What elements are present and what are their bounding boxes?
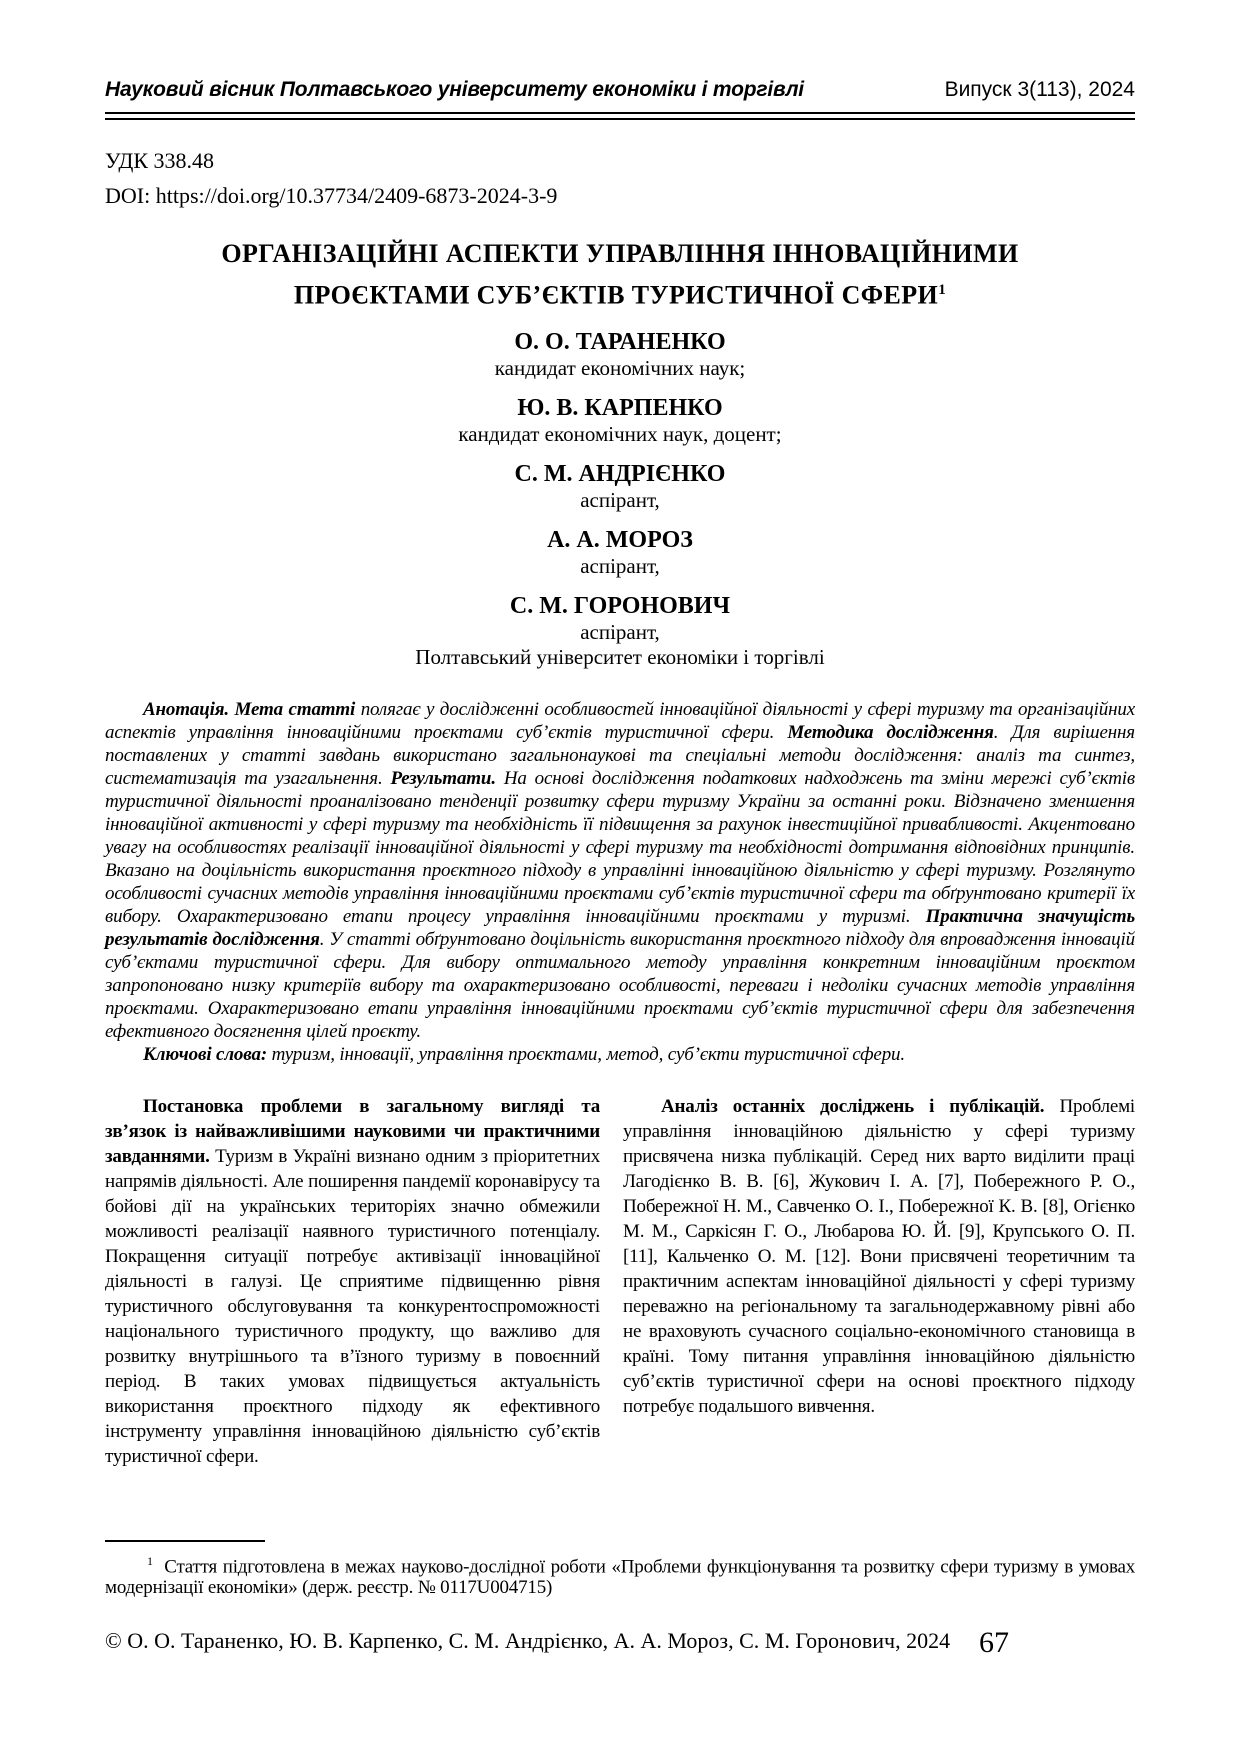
literature-review-paragraph: Аналіз останніх досліджень і публікацій. Проблемі управління інноваційною діяльністю у сфері туризму присвячена низка публікацій. Серед них варто виділити праці Лагодієнко В. В. [6], Жукович І. А. [7], Побережного Р. О., Побережної Н. М., Савченко О. І., Побережної К. В. [8], Огієнко М. М., Саркісян Г. О., Любарова Ю. Й. [9], Крупського О. П. [11], Кальченко О. М. [12]. Вони присвячені теоретичним та практичним аспектам інноваційної діяльності у сфері туризму переважно на регіональному та загальнодержавному рівні або не враховують сучасного соціально-економічного становища в країні. Тому питання управління інноваційною діяльністю суб’єктів туристичної сфери на основі проєктного підходу потребує подальшого вивчення. xyxy=(623,1095,1135,1417)
author-role: аспірант, xyxy=(580,553,660,578)
right-column xyxy=(623,1094,1135,1469)
doi-label: DOI: https://doi.org/10.37734/2409-6873-2024-3-9 xyxy=(105,183,558,208)
footnote-mark: 1 xyxy=(147,1554,153,1568)
article-title-line2: ПРОЄКТАМИ СУБ’ЄКТІВ ТУРИСТИЧНОЇ СФЕРИ xyxy=(293,280,939,310)
left-column xyxy=(105,1094,600,1469)
footnote-text xyxy=(105,1551,1135,1598)
header-double-rule xyxy=(105,112,1135,120)
copyright-line: © О. О. Тараненко, Ю. В. Карпенко, С. М. Андрієнко, А. А. Мороз, С. М. Горонович, 2024 xyxy=(105,1628,951,1653)
title-footnote-mark: 1 xyxy=(938,282,947,298)
abstract-section xyxy=(105,698,1135,1066)
author-role: аспірант, xyxy=(580,619,660,644)
author-role: аспірант, xyxy=(580,487,660,512)
keywords-paragraph: Ключові слова: туризм, інновації, управління проєктами, метод, суб’єкти туристичної сфери. xyxy=(143,1043,905,1065)
author-name: О. О. ТАРАНЕНКО xyxy=(514,328,726,355)
footnote-separator xyxy=(105,1540,265,1542)
author-name: С. М. ГОРОНОВИЧ xyxy=(509,592,731,619)
udc-label: УДК 338.48 xyxy=(105,148,215,173)
problem-statement-paragraph: Постановка проблеми в загальному вигляді та зв’язок із найважливішими науковими чи практичними завданнями. Туризм в Україні визнано одним з пріоритетних напрямів діяльності. Але поширення пандемії коронавірусу та бойові дії на українських територіях значно обмежили можливості реалізації наявного туристичного потенціалу. Покращення ситуації потребує активізації інноваційної діяльності в галузі. Це сприятиме підвищенню рівня туристичного обслуговування та конкурентоспроможності національного туристичного продукту, що важливо для розвитку внутрішнього та в’їзного туризму в повоєнний період. В таких умовах підвищується актуальність використання проєктного підходу як ефективного інструменту управління інноваційною діяльністю суб’єктів туристичної сфери. xyxy=(105,1095,601,1467)
page-number: 67 xyxy=(979,1626,1009,1659)
author-name: А. А. МОРОЗ xyxy=(547,526,693,553)
affiliation: Полтавський університет економіки і торгівлі xyxy=(415,644,825,669)
page-footer xyxy=(105,1628,1135,1658)
author-role: кандидат економічних наук, доцент; xyxy=(458,421,782,446)
issue-label: Випуск 3(113), 2024 xyxy=(944,78,1135,101)
abstract-paragraph: Анотація. Мета статті полягає у дослідженні особливостей інноваційної діяльності у сфері туризму та організаційних аспектів управління інноваційними проєктами суб’єктів туристичної сфери. Методика дослідження. Для вирішення поставлених у статті завдань використано загальнонаукові та спеціальні методи дослідження: аналіз та синтез, систематизація та узагальнення. Результати. На основі дослідження податкових надходжень та зміни мережі суб’єктів туристичної діяльності проаналізовано тенденції розвитку сфери туризму України за останні роки. Відзначено зменшення інноваційної активності у сфері туризму та необхідність її підвищення за рахунок інвестиційної привабливості. Акцентовано увагу на особливостях реалізації інноваційної діяльності у сфері туризму та необхідності дотримання відповідних принципів. Вказано на доцільність використання проєктного підходу в управлінні інноваційною діяльністю у сфері туризму. Розглянуто особливості сучасних методів управління інноваційними проєктами суб’єктів туристичної сфери та обґрунтовано критерії їх вибору. Охарактеризовано етапи процесу управління інноваційними проєктами у туризмі. Практична значущість результатів дослідження. У статті обґрунтовано доцільність використання проєктного підходу для впровадження інновацій суб’єктами туристичної сфери. Для вибору оптимального методу управління конкретним інноваційним проєктом запропоновано низку критеріїв вибору та охарактеризовано особливості, переваги і недоліки сучасних методів управління проєктами. Охарактеризовано етапи управління інноваційними проєктами суб’єктів туристичної сфери для забезпечення ефективного досягнення цілей проєкту. xyxy=(105,698,1136,1042)
running-header xyxy=(105,78,1135,102)
author-role: кандидат економічних наук; xyxy=(494,355,746,380)
author-name: Ю. В. КАРПЕНКО xyxy=(517,394,723,421)
journal-title: Науковий вісник Полтавського університету економіки і торгівлі xyxy=(105,78,804,101)
authors-block xyxy=(105,328,1135,670)
body-columns xyxy=(105,1094,1135,1469)
footnote-body: Стаття підготовлена в межах науково-дослідної роботи «Проблеми функціонування та розвитку сфери туризму в умовах модернізації економіки» (держ. реєстр. № 0117U004715) xyxy=(105,1556,1135,1599)
author-name: С. М. АНДРІЄНКО xyxy=(514,460,726,487)
article-title xyxy=(105,235,1135,314)
footnote-block xyxy=(105,1540,1135,1598)
article-title-line1: ОРГАНІЗАЦІЙНІ АСПЕКТИ УПРАВЛІННЯ ІННОВАЦІЙНИМИ xyxy=(221,239,1019,268)
